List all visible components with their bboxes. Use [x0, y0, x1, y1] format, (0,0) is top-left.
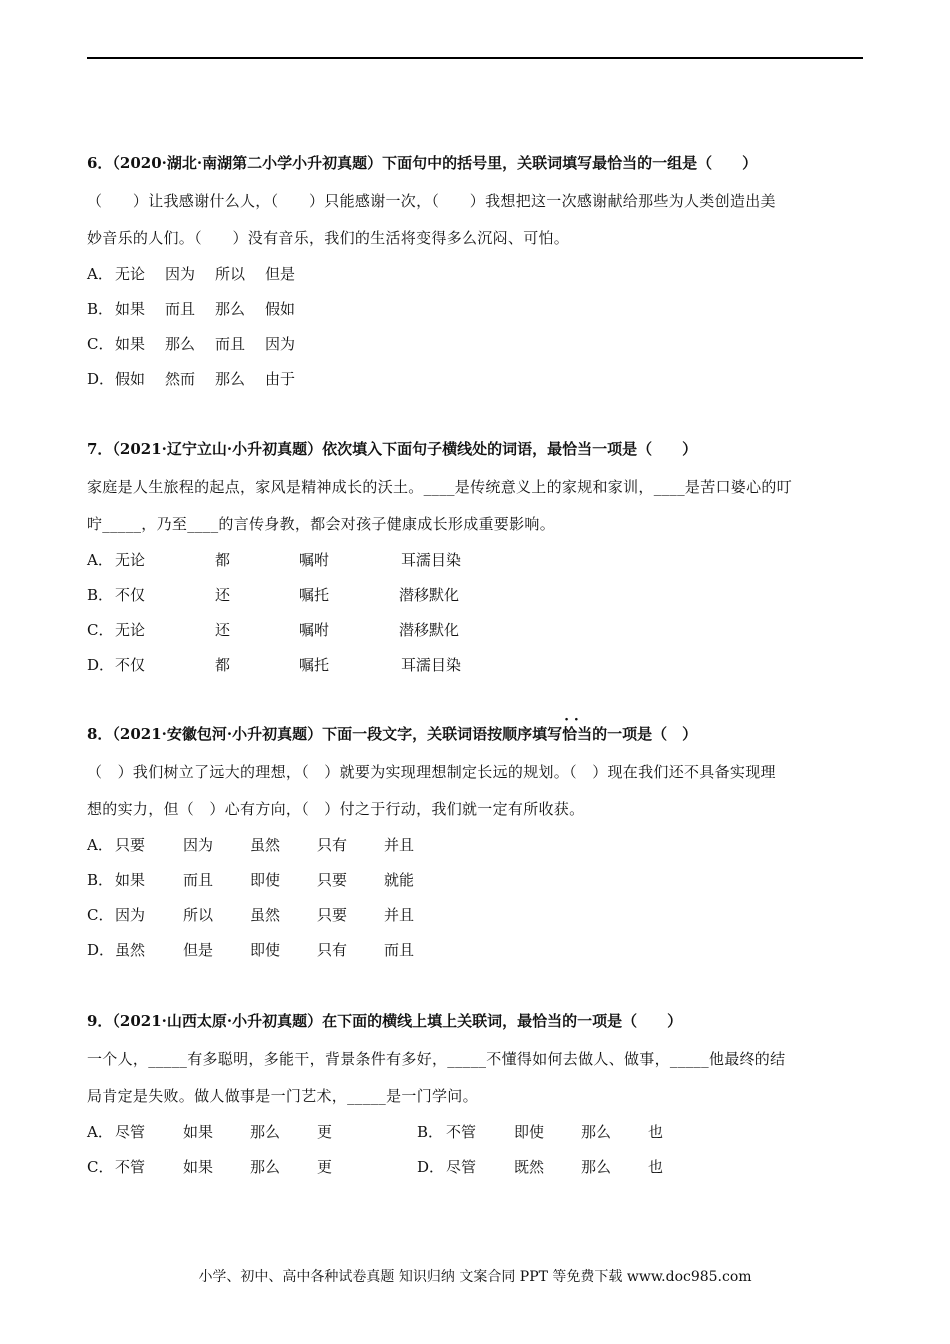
option-row: [87, 1115, 867, 1150]
option-word: 假如: [115, 370, 146, 388]
option-b[interactable]: [87, 292, 867, 327]
question-stem: [87, 724, 867, 744]
option-word: 那么: [215, 300, 246, 318]
option-word: 潜移默化: [399, 586, 460, 604]
question-stem: 9．（2021·山西太原·小升初真题）在下面的横线上填上关联词，最恰当的一项是（ ）: [87, 1012, 683, 1030]
option-word: 但是: [183, 941, 214, 959]
option-word: 所以: [183, 906, 214, 924]
option-word: 就能: [384, 871, 415, 889]
option-word: 如果: [115, 871, 146, 889]
option-word: 并且: [384, 906, 415, 924]
option-word: 也: [648, 1158, 664, 1176]
option-word: 无论: [115, 621, 146, 639]
option-word: 无论: [115, 551, 146, 569]
option-word: 嘱咐: [299, 551, 330, 569]
option-word: 嘱咐: [299, 621, 330, 639]
option-word: 然而: [165, 370, 196, 388]
option-c[interactable]: [87, 327, 867, 362]
option-a[interactable]: [87, 828, 867, 863]
stem-part: 8．（2021·安徽包河·小升初真题）下面一段文字，关联词语按顺序填写: [87, 725, 563, 743]
option-word: 那么: [250, 1123, 281, 1141]
question-text-line: （ ）让我感谢什么人，（ ）只能感谢一次，（ ）我想把这一次感谢献给那些为人类创造出美: [87, 192, 776, 210]
option-label: D．: [87, 370, 115, 388]
option-word: 即使: [250, 871, 281, 889]
option-word: 因为: [265, 335, 296, 353]
header-rule: [87, 57, 863, 59]
option-row: [87, 1150, 867, 1185]
option-word: 虽然: [115, 941, 146, 959]
question-text-line: 一个人，_____有多聪明，多能干，背景条件有多好，_____不懂得如何去做人、做事，_____他最终的结: [87, 1050, 786, 1068]
option-label: B．: [87, 300, 114, 318]
option-word: 即使: [250, 941, 281, 959]
option-word: 嘱托: [299, 656, 330, 674]
option-word: 如果: [183, 1123, 214, 1141]
option-d[interactable]: [87, 648, 867, 683]
option-word: 而且: [183, 871, 214, 889]
option-label: C．: [87, 621, 114, 639]
option-word: 如果: [115, 300, 146, 318]
option-word: 只要: [317, 906, 348, 924]
option-word: 那么: [581, 1123, 612, 1141]
question-text-line: （ ）我们树立了远大的理想，（ ）就要为实现理想制定长远的规划。（ ）现在我们还不具备实现理: [87, 763, 776, 781]
option-word: 更: [317, 1123, 333, 1141]
question-text-line: 局肯定是失败。做人做事是一门艺术，_____是一门学问。: [87, 1087, 478, 1105]
option-word: 那么: [581, 1158, 612, 1176]
option-label: D．: [87, 941, 115, 959]
option-word: 既然: [514, 1158, 545, 1176]
option-word: 耳濡目染: [401, 551, 462, 569]
option-word: 尽管: [115, 1123, 146, 1141]
option-d[interactable]: [87, 933, 867, 968]
emphasis-mark: · · 恰当: [562, 725, 592, 743]
option-word: 不管: [115, 1158, 146, 1176]
option-label: C．: [87, 906, 114, 924]
option-word: 那么: [250, 1158, 281, 1176]
option-word: 如果: [183, 1158, 214, 1176]
option-label: A．: [87, 836, 113, 854]
option-c[interactable]: [87, 898, 867, 933]
option-word: 潜移默化: [399, 621, 460, 639]
question-text-line: 想的实力，但（ ）心有方向，（ ）付之于行动，我们就一定有所收获。: [87, 800, 585, 818]
option-word: 虽然: [250, 836, 281, 854]
option-word: 还: [215, 586, 231, 604]
option-word: 更: [317, 1158, 333, 1176]
question-6: [87, 153, 867, 397]
option-word: 而且: [165, 300, 196, 318]
option-label: B．: [87, 586, 114, 604]
option-label: A．: [87, 265, 113, 283]
option-word: 并且: [384, 836, 415, 854]
option-d-label[interactable]: D．: [417, 1158, 445, 1176]
question-text-line: 家庭是人生旅程的起点，家风是精神成长的沃土。____是传统意义上的家规和家训，____是苦口婆心的叮: [87, 478, 793, 496]
question-8: [87, 724, 867, 968]
stem-part: 的一项是（ ）: [592, 725, 698, 743]
option-word: 都: [215, 551, 231, 569]
page-footer: 小学、初中、高中各种试卷真题 知识归纳 文案合同 PPT 等免费下载 www.doc985.com: [198, 1269, 752, 1285]
option-b[interactable]: [87, 578, 867, 613]
option-a-label[interactable]: A．: [87, 1123, 113, 1141]
option-word: 不管: [446, 1123, 477, 1141]
option-word: 因为: [115, 906, 146, 924]
option-word: 嘱托: [299, 586, 330, 604]
option-word: 即使: [514, 1123, 545, 1141]
option-word: 由于: [265, 370, 296, 388]
option-word: 那么: [165, 335, 196, 353]
option-d[interactable]: [87, 362, 867, 397]
option-a[interactable]: [87, 543, 867, 578]
option-c-label[interactable]: C．: [87, 1158, 114, 1176]
option-word: 所以: [215, 265, 246, 283]
option-word: 但是: [265, 265, 296, 283]
option-b-label[interactable]: B．: [417, 1123, 444, 1141]
option-word: 虽然: [250, 906, 281, 924]
question-text-line: 咛_____，乃至____的言传身教，都会对孩子健康成长形成重要影响。: [87, 515, 556, 533]
option-label: B．: [87, 871, 114, 889]
option-word: 只要: [115, 836, 146, 854]
option-label: D．: [87, 656, 115, 674]
option-word: 还: [215, 621, 231, 639]
option-word: 都: [215, 656, 231, 674]
option-word: 如果: [115, 335, 146, 353]
question-text-line: 妙音乐的人们。（ ）没有音乐，我们的生活将变得多么沉闷、可怕。: [87, 229, 570, 247]
option-word: 耳濡目染: [401, 656, 462, 674]
question-stem: 7．（2021·辽宁立山·小升初真题）依次填入下面句子横线处的词语，最恰当一项是（ ）: [87, 440, 698, 458]
option-word: 只有: [317, 941, 348, 959]
option-c[interactable]: [87, 613, 867, 648]
option-word: 无论: [115, 265, 146, 283]
question-7: [87, 439, 867, 683]
option-word: 尽管: [446, 1158, 477, 1176]
option-word: 因为: [183, 836, 214, 854]
question-9: [87, 1011, 867, 1185]
question-stem: 6．（2020·湖北·南湖第二小学小升初真题）下面句中的括号里，关联词填写最恰当的一组是（ ）: [87, 154, 758, 172]
option-word: 而且: [384, 941, 415, 959]
option-word: 也: [648, 1123, 664, 1141]
option-word: 只要: [317, 871, 348, 889]
option-word: 而且: [215, 335, 246, 353]
option-word: 假如: [265, 300, 296, 318]
option-label: C．: [87, 335, 114, 353]
option-word: 不仅: [115, 656, 146, 674]
option-word: 因为: [165, 265, 196, 283]
option-word: 那么: [215, 370, 246, 388]
option-label: A．: [87, 551, 113, 569]
option-word: 不仅: [115, 586, 146, 604]
option-b[interactable]: [87, 863, 867, 898]
option-a[interactable]: [87, 257, 867, 292]
option-word: 只有: [317, 836, 348, 854]
